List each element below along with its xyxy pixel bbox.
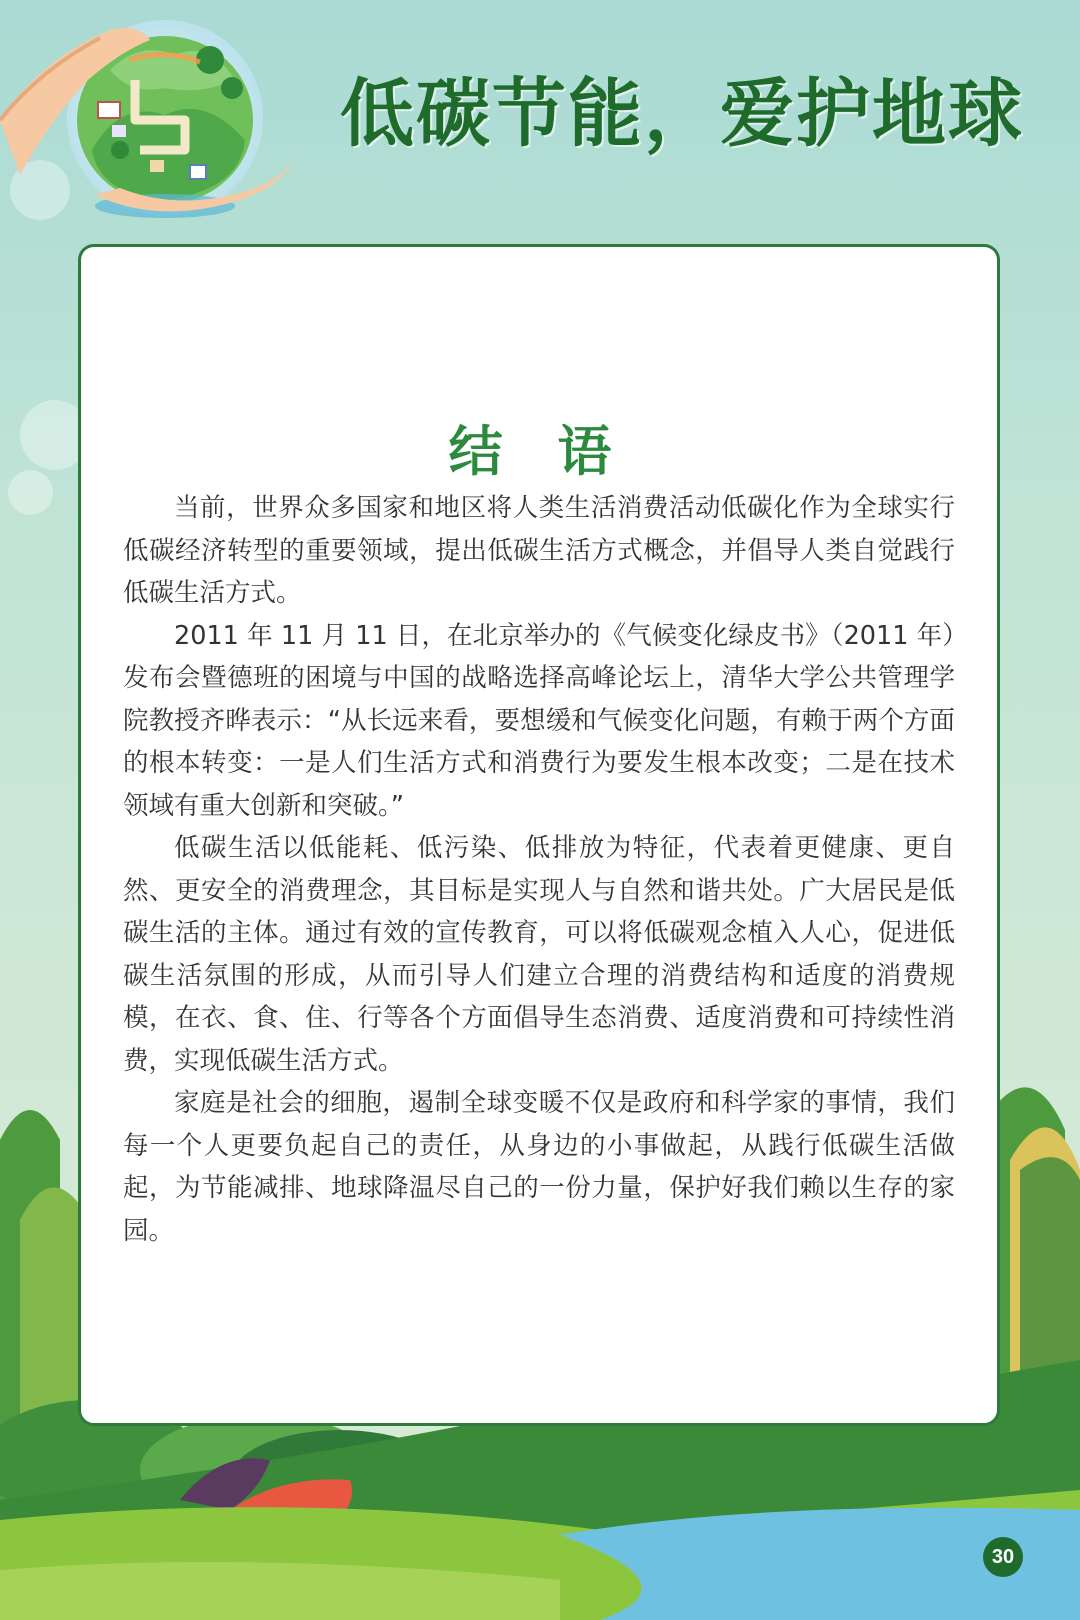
content-card [78,244,1000,1426]
earth-in-hands-icon [0,0,320,240]
page-number-badge: 30 [983,1537,1023,1577]
section-heading: 结 语 [448,420,630,483]
body-text [123,487,955,1252]
paragraph: 当前，世界众多国家和地区将人类生活消费活动低碳化作为全球实行低碳经济转型的重要领域，提出低碳生活方式概念，并倡导人类自觉践行低碳生活方式。 [123,493,955,608]
paragraph: 家庭是社会的细胞，遏制全球变暖不仅是政府和科学家的事情，我们每一个人更要负起自己的责任，从身边的小事做起，从践行低碳生活做起，为节能减排、地球降温尽自己的一份力量，保护好我们赖以生存的家园。 [123,1088,955,1246]
paragraph: 2011 年 11 月 11 日，在北京举办的《气候变化绿皮书》（2011 年）发布会暨德班的困境与中国的战略选择高峰论坛上，清华大学公共管理学院教授齐晔表示：“从长远来看，要想缓和气候变化问题，有赖于两个方面的根本转变：一是人们生活方式和消费行为要发生根本改变；二是在技术领域有重大创新和突破。” [123,620,955,821]
paragraph: 低碳生活以低能耗、低污染、低排放为特征，代表着更健康、更自然、更安全的消费理念，其目标是实现人与自然和谐共处。广大居民是低碳生活的主体。通过有效的宣传教育，可以将低碳观念植入人心，促进低碳生活氛围的形成，从而引导人们建立合理的消费结构和适度的消费规模，在衣、食、住、行等各个方面倡导生态消费、适度消费和可持续性消费，实现低碳生活方式。 [123,833,955,1076]
background-bokeh [8,470,53,515]
page-title: 低碳节能，爱护地球 [340,71,1024,157]
